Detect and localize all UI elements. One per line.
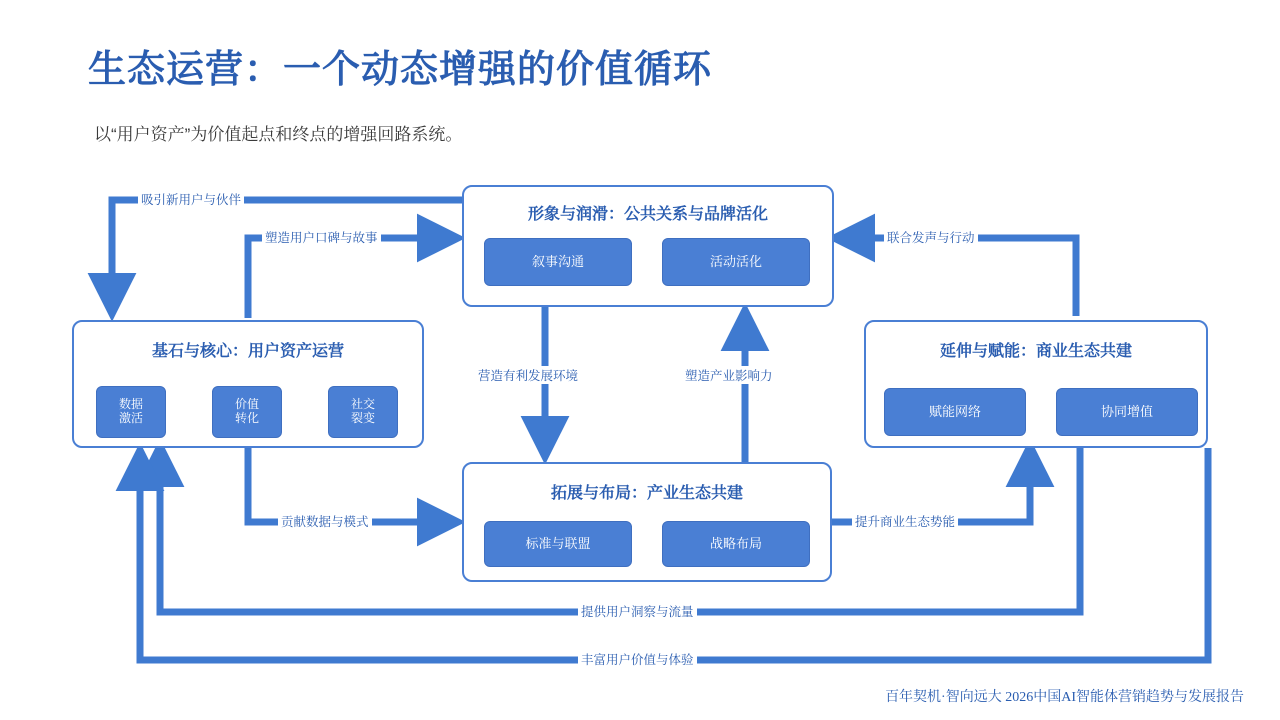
node-data-activation[interactable] [96,386,166,438]
edge-label-potential: 提升商业生态势能 [852,512,958,530]
node-social-fission-line1: 社交 [350,397,375,412]
edge-label-contribute: 贡献数据与模式 [278,512,372,530]
group-business-title: 延伸与赋能：商业生态共建 [939,343,1132,360]
edge-label-joint-voice: 联合发声与行动 [884,228,978,246]
edge-label-influence: 塑造产业影响力 [682,366,776,384]
node-data-activation-line1: 数据 [118,397,143,412]
edge-label-word-of-mouth: 塑造用户口碑与故事 [262,228,381,246]
group-core-title: 基石与核心：用户资产运营 [151,343,344,360]
footer-text: 百年契机·智向远大 2026中国AI智能体营销趋势与发展报告 [885,690,1244,705]
edge-label-attract: 吸引新用户与伙伴 [138,190,244,208]
group-image-title: 形象与润滑：公共关系与品牌活化 [527,206,768,223]
edge-label-enrich: 丰富用户价值与体验 [578,650,697,668]
node-value-conversion[interactable] [212,386,282,438]
node-value-conversion-line2: 转化 [234,411,259,425]
node-narrative[interactable]: 叙事沟通 [484,238,632,286]
group-industry-title: 拓展与布局：产业生态共建 [550,485,743,502]
node-activation[interactable]: 活动活化 [662,238,810,286]
node-standard-alliance[interactable]: 标准与联盟 [484,521,632,567]
node-empower-network[interactable]: 赋能网络 [884,388,1026,436]
page-title: 生态运营：一个动态增强的价值循环 [88,49,713,91]
node-data-activation-line2: 激活 [118,411,143,425]
node-social-fission-line2: 裂变 [350,411,375,425]
node-value-conversion-line1: 价值 [234,397,259,412]
node-social-fission[interactable] [328,386,398,438]
page-subtitle: 以“用户资产”为价值起点和终点的增强回路系统。 [94,125,463,144]
edge-label-environment: 营造有利发展环境 [475,366,581,384]
node-strategy-layout[interactable]: 战略布局 [662,521,810,567]
edge-label-insight: 提供用户洞察与流量 [578,602,697,620]
node-synergy-value[interactable]: 协同增值 [1056,388,1198,436]
